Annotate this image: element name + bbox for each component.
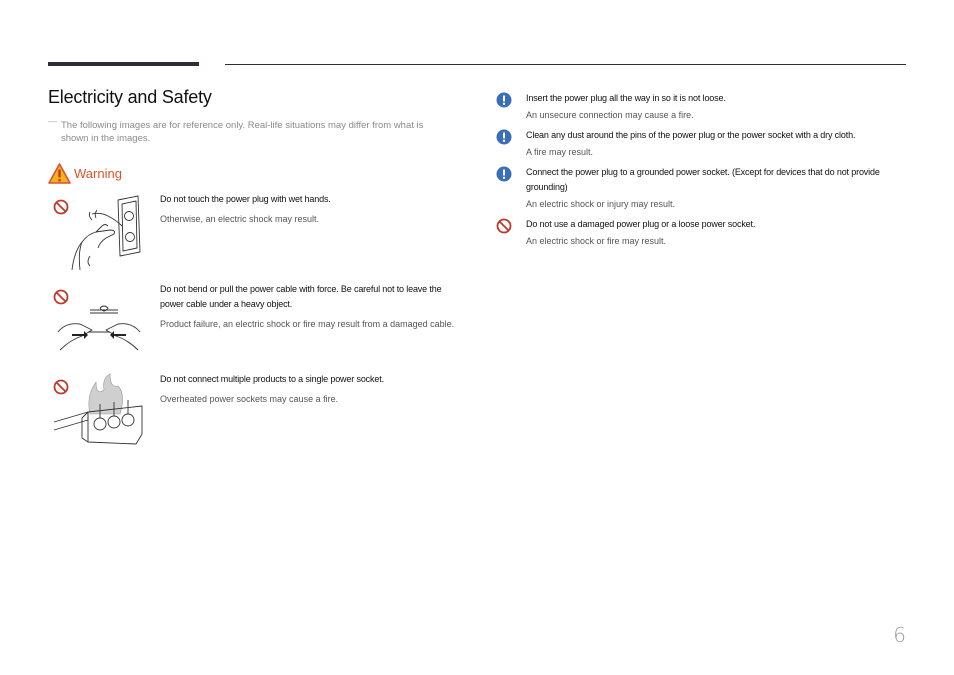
warning-item-main: Do not connect multiple products to a single power socket. xyxy=(160,374,384,384)
warning-triangle-icon xyxy=(48,163,71,184)
page-title: Electricity and Safety xyxy=(48,87,212,107)
reference-note xyxy=(48,116,448,145)
prohibited-icon xyxy=(55,291,68,304)
list-item-sub: An electric shock or injury may result. xyxy=(526,199,676,209)
warning-item-text xyxy=(160,372,460,405)
warning-item-sub: Otherwise, an electric shock may result. xyxy=(160,214,320,224)
list-item-sub: An unsecure connection may cause a fire. xyxy=(526,110,694,120)
warning-item-text xyxy=(160,192,460,225)
list-item xyxy=(496,91,896,121)
page-number: 6 xyxy=(893,623,906,647)
list-item-sub: An electric shock or fire may result. xyxy=(526,236,667,246)
list-item-sub: A fire may result. xyxy=(526,147,594,157)
note-text: The following images are for reference only. Real-life situations may differ from what is shown in the images. xyxy=(61,120,424,144)
header-rule-thin xyxy=(225,64,906,65)
warning-heading xyxy=(48,162,122,184)
pull-cable-illustration xyxy=(52,282,146,362)
prohibited-icon xyxy=(496,218,512,234)
right-column xyxy=(496,91,896,254)
list-item xyxy=(496,217,896,247)
wet-hands-plug-illustration xyxy=(52,192,146,272)
list-item-main: Clean any dust around the pins of the power plug or the power socket with a dry cloth. xyxy=(526,130,856,140)
mandatory-icon xyxy=(496,166,512,182)
overloaded-socket-illustration xyxy=(52,372,146,452)
list-item-main: Do not use a damaged power plug or a loose power socket. xyxy=(526,219,756,229)
note-mark: ― xyxy=(48,116,57,126)
prohibited-icon xyxy=(55,201,68,214)
list-item-main: Insert the power plug all the way in so it is not loose. xyxy=(526,93,726,103)
header-rule-thick xyxy=(48,62,199,66)
list-item xyxy=(496,128,896,158)
warning-label: Warning xyxy=(74,165,122,181)
warning-item-text xyxy=(160,282,460,330)
warning-item-main: Do not bend or pull the power cable with force. Be careful not to leave the power cable under a heavy object. xyxy=(160,284,442,309)
prohibited-icon xyxy=(55,381,68,394)
list-item-main: Connect the power plug to a grounded power socket. (Except for devices that do not provide grounding) xyxy=(526,167,880,192)
warning-item-sub: Product failure, an electric shock or fire may result from a damaged cable. xyxy=(160,319,455,329)
mandatory-icon xyxy=(496,129,512,145)
mandatory-icon xyxy=(496,92,512,108)
warning-item-sub: Overheated power sockets may cause a fire. xyxy=(160,394,339,404)
list-item xyxy=(496,165,896,210)
warning-item-main: Do not touch the power plug with wet hands. xyxy=(160,194,331,204)
